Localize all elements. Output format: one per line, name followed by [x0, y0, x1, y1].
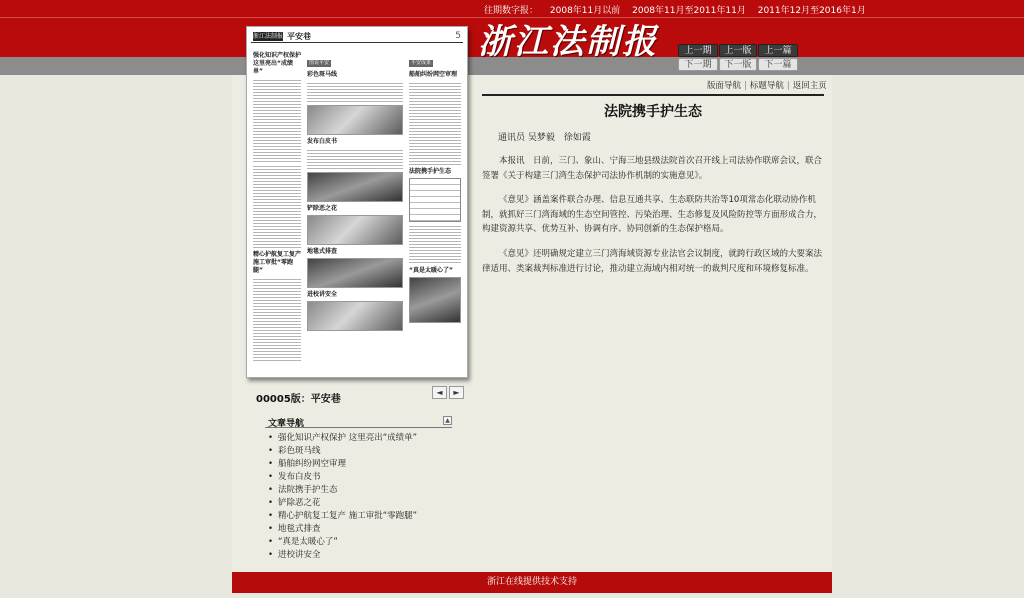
site-logo[interactable]: 浙江法制报 [478, 22, 658, 62]
article-title: 法院携手护生态 [604, 104, 702, 120]
newspaper-tag: 平安成果 [411, 60, 432, 66]
newspaper-photo [307, 215, 403, 245]
prev-page-button[interactable]: 上一版 [719, 44, 757, 57]
article-top-nav [707, 81, 825, 92]
collapse-arrow-icon[interactable]: ▲ [443, 416, 452, 425]
toc-item[interactable]: • “真是太暖心了” [268, 536, 468, 549]
newspaper-photo [307, 105, 403, 135]
home-link[interactable]: 返回主页 [792, 81, 827, 91]
title-nav-link[interactable]: 标题导航 [749, 81, 784, 91]
newspaper-photo [409, 277, 461, 323]
article-paragraph: 本报讯 日前，三门、象山、宁海三地县级法院首次召开线上司法协作联席会议，联合签署《关于构建三门湾生态保护司法协作机制的实施意见》。 [482, 156, 823, 181]
footer-credit: 浙江在线提供技术支持 [486, 577, 577, 587]
newspaper-article-link[interactable]: 铲除恶之花 [307, 205, 338, 212]
nav-separator: | [786, 81, 790, 91]
newspaper-text-block [307, 148, 403, 170]
archive-links [484, 3, 866, 16]
toc-item[interactable]: • 精心护航复工复产 施工审批“零跑腿” [268, 510, 468, 523]
toc-title: 文章导航 [268, 419, 305, 429]
next-issue-button[interactable]: 下一期 [678, 58, 718, 71]
newspaper-article-link[interactable]: 地毯式排查 [307, 248, 338, 255]
next-page-arrow-icon[interactable]: ► [449, 386, 464, 399]
newspaper-photo [307, 258, 403, 288]
next-page-button[interactable]: 下一版 [719, 58, 757, 71]
newspaper-column-2 [307, 49, 403, 371]
toc-item[interactable]: • 法院携手护生态 [268, 484, 468, 497]
newspaper-text-block [409, 81, 461, 165]
prev-issue-button[interactable]: 上一期 [678, 44, 718, 57]
newspaper-article-link[interactable]: 彩色斑马线 [307, 71, 338, 78]
newspaper-text-block [409, 224, 461, 264]
archive-link-3[interactable]: 2011年12月至2016年1月 [757, 6, 866, 16]
newspaper-page-header [251, 31, 463, 43]
toc-item[interactable]: • 船舶纠纷网空审理 [268, 458, 468, 471]
newspaper-article-link[interactable]: 精心护航复工复产 施工审批“零跑腿” [253, 251, 301, 274]
newspaper-table [409, 178, 461, 222]
toc-item[interactable]: • 彩色斑马线 [268, 445, 468, 458]
nav-separator: | [744, 81, 747, 91]
toc-item[interactable]: • 强化知识产权保护 这里亮出“成绩单” [268, 432, 468, 445]
toc-list [268, 432, 468, 562]
newspaper-text-block [253, 164, 301, 248]
toc-item[interactable]: • 进校讲安全 [268, 549, 468, 562]
layout-nav-link[interactable]: 版面导航 [707, 81, 742, 91]
newspaper-article-link[interactable]: 强化知识产权保护 这里亮出“成绩单” [253, 52, 301, 75]
toc-item[interactable]: • 地毯式排查 [268, 523, 468, 536]
archive-link-2[interactable]: 2008年11月至2011年11月 [632, 6, 746, 16]
newspaper-text-block [253, 78, 301, 162]
newspaper-photo [307, 301, 403, 331]
newspaper-article-link[interactable]: 发布白皮书 [307, 138, 338, 145]
newspaper-text-block [253, 277, 301, 361]
newspaper-column-1 [253, 49, 301, 371]
newspaper-photo [307, 172, 403, 202]
newspaper-tag: 图说平安 [309, 60, 330, 66]
newspaper-page-thumbnail[interactable] [246, 26, 468, 378]
next-article-button[interactable]: 下一篇 [758, 58, 798, 71]
newspaper-text-block [307, 81, 403, 103]
toc-header [265, 416, 452, 428]
newspaper-article-link[interactable]: 船舶纠纷网空审理 [409, 71, 458, 78]
newspaper-section-name: 平安巷 [287, 32, 311, 41]
page-label: 00005版：平安巷 [256, 394, 341, 405]
newspaper-article-link[interactable]: 进校讲安全 [307, 291, 338, 298]
newspaper-masthead: 浙江法制报 [253, 33, 284, 40]
toc-item[interactable]: • 发布白皮书 [268, 471, 468, 484]
prev-article-button[interactable]: 上一篇 [758, 44, 798, 57]
toc-item[interactable]: • 铲除恶之花 [268, 497, 468, 510]
archive-label: 往期数字报： [484, 6, 539, 16]
newspaper-page-number: 5 [455, 31, 461, 41]
newspaper-article-link[interactable]: 法院携手护生态 [409, 168, 452, 175]
newspaper-article-link[interactable]: “真是太暖心了” [409, 267, 453, 274]
newspaper-column-3 [409, 49, 461, 371]
archive-link-1[interactable]: 2008年11月以前 [549, 6, 621, 16]
article-divider [482, 94, 824, 96]
prev-page-arrow-icon[interactable]: ◄ [432, 386, 447, 399]
footer-bar [232, 572, 832, 593]
article-paragraph: 《意见》还明确规定建立三门湾海域资源专业法官会议制度，就跨行政区域的大要案法律适用、类案裁判标准进行讨论，推动建立海域内相对统一的裁判尺度和环境修复标准。 [482, 249, 823, 274]
article-byline: 通讯员 吴梦毅 徐如霞 [498, 133, 591, 143]
article-paragraph: 《意见》涵盖案件联合办理、信息互通共享、生态联防共治等10项常态化联动协作机制，就抓好三门湾海域的生态空间管控、污染治理、生态修复及风险防控等方面形成合力，构建资源共享、优势互补、协调有序、协同创新的生态保护格局。 [482, 195, 823, 234]
